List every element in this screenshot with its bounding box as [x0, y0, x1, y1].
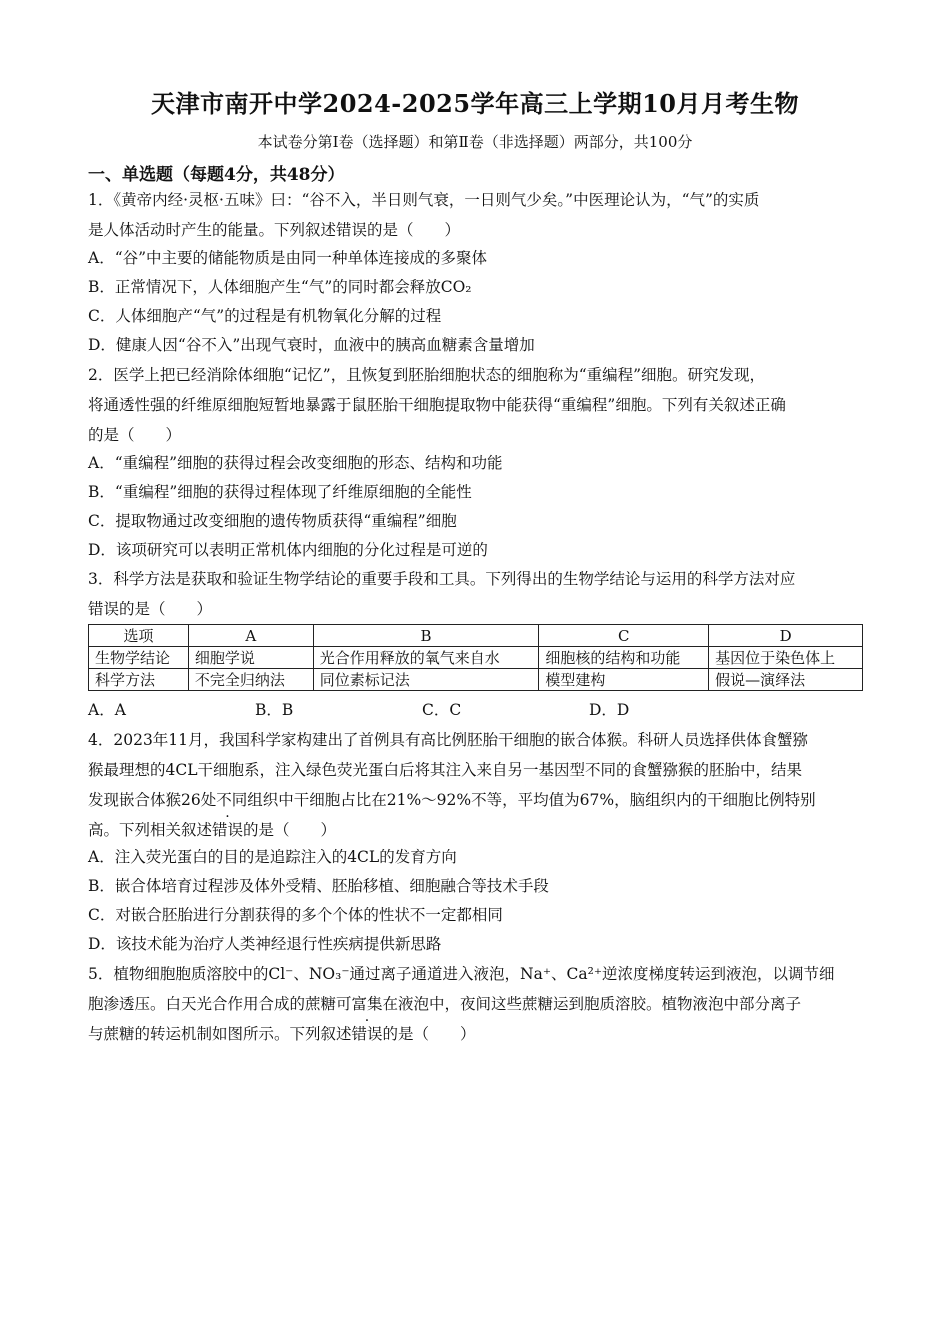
q3-stem-line2: 错误的是（ ） — [88, 600, 213, 618]
q1-option-b: B．正常情况下，人体细胞产生“气”的同时都会释放CO₂ — [88, 278, 472, 296]
q3-header-cell: B — [313, 625, 539, 647]
q3-header-cell: A — [188, 625, 313, 647]
q3-options — [88, 700, 629, 720]
q1-stem-line2: 是人体活动时产生的能量。下列叙述错误的是（ ） — [88, 221, 461, 239]
q4-stem-text: 高。下列相关叙述 — [88, 821, 213, 839]
q3-option-c: C．C — [422, 701, 462, 719]
q3-table — [88, 624, 863, 691]
table-row — [89, 647, 863, 669]
q4-stem-text: 的是（ ） — [243, 821, 337, 839]
q2-option-b: B．“重编程”细胞的获得过程体现了纤维原细胞的全能性 — [88, 483, 472, 501]
q3-header-cell: C — [539, 625, 709, 647]
q5-emphasis: 错误 — [351, 1025, 383, 1043]
q3-option-d: D．D — [589, 701, 630, 719]
q5-stem-line3 — [88, 1024, 476, 1044]
q1-option-d: D．健康人因“谷不入”出现气衰时，血液中的胰高血糖素含量增加 — [88, 336, 535, 354]
q2-option-a: A．“重编程”细胞的获得过程会改变细胞的形态、结构和功能 — [88, 454, 503, 472]
q4-option-b: B．嵌合体培育过程涉及体外受精、胚胎移植、细胞融合等技术手段 — [88, 877, 549, 895]
q3-cell: 基因位于染色体上 — [709, 647, 863, 669]
page-title: 天津市南开中学2024-2025学年高三上学期10月月考生物 — [151, 89, 799, 118]
section-heading: 一、单选题（每题4分，共48分） — [88, 165, 345, 185]
q2-stem-line1: 2．医学上把已经消除体细胞“记忆”，且恢复到胚胎细胞状态的细胞称为“重编程”细胞。研究发现， — [88, 366, 766, 384]
q5-stem-text: 的是（ ） — [382, 1025, 476, 1043]
q3-option-a: A．A — [88, 701, 126, 719]
q4-emphasis: 错误 — [212, 821, 244, 839]
q2-option-c: C．提取物通过改变细胞的遗传物质获得“重编程”细胞 — [88, 512, 457, 530]
q4-stem-line1: 4．2023年11月，我国科学家构建出了首例具有高比例胚胎干细胞的嵌合体猴。科研人员选择供体食蟹猕 — [88, 731, 809, 749]
q3-cell: 科学方法 — [89, 669, 189, 691]
q3-cell: 光合作用释放的氧气来自水 — [313, 647, 539, 669]
q4-stem-line4 — [88, 820, 336, 840]
q5-stem-line1: 5．植物细胞胞质溶胶中的Cl⁻、NO₃⁻通过离子通道进入液泡，Na⁺、Ca²⁺逆浓度梯度转运到液泡，以调节细 — [88, 965, 835, 983]
q2-stem-line3: 的是（ ） — [88, 426, 182, 444]
q2-option-d: D．该项研究可以表明正常机体内细胞的分化过程是可逆的 — [88, 541, 488, 559]
q1-option-c: C．人体细胞产“气”的过程是有机物氧化分解的过程 — [88, 307, 442, 325]
q3-cell: 不完全归纳法 — [188, 669, 313, 691]
q3-cell: 生物学结论 — [89, 647, 189, 669]
q3-cell: 模型建构 — [539, 669, 709, 691]
q3-table-header — [89, 625, 863, 647]
q4-stem-line2: 猴最理想的4CL干细胞系，注入绿色荧光蛋白后将其注入来自另一基因型不同的食蟹猕猴的胚胎中，结果 — [88, 761, 803, 779]
q3-header-cell: 选项 — [89, 625, 189, 647]
q2-stem-line2: 将通透性强的纤维原细胞短暂地暴露于鼠胚胎干细胞提取物中能获得“重编程”细胞。下列有关叙述正确 — [88, 396, 786, 414]
q3-cell: 同位素标记法 — [313, 669, 539, 691]
q4-stem-line3: 发现嵌合体猴26处不同组织中干细胞占比在21%～92%不等，平均值为67%，脑组织内的干细胞比例特别 — [88, 791, 816, 809]
q3-header-cell: D — [709, 625, 863, 647]
q1-option-a: A．“谷”中主要的储能物质是由同一种单体连接成的多聚体 — [88, 249, 488, 267]
q3-cell: 细胞核的结构和功能 — [539, 647, 709, 669]
table-row — [89, 669, 863, 691]
q4-option-c: C．对嵌合胚胎进行分割获得的多个个体的性状不一定都相同 — [88, 906, 503, 924]
page-subtitle: 本试卷分第Ⅰ卷（选择题）和第Ⅱ卷（非选择题）两部分，共100分 — [257, 133, 693, 151]
q4-option-d: D．该技术能为治疗人类神经退行性疾病提供新思路 — [88, 935, 442, 953]
q3-cell: 细胞学说 — [188, 647, 313, 669]
q4-option-a: A．注入荧光蛋白的目的是追踪注入的4CL的发育方向 — [88, 848, 457, 866]
q3-option-b: B．B — [255, 701, 294, 719]
q5-stem-line2: 胞渗透压。白天光合作用合成的蔗糖可富集在液泡中，夜间这些蔗糖运到胞质溶胶。植物液泡中部分离子 — [88, 995, 802, 1013]
q3-stem-line1: 3．科学方法是获取和验证生物学结论的重要手段和工具。下列得出的生物学结论与运用的科学方法对应 — [88, 570, 796, 588]
q5-stem-text: 与蔗糖的转运机制如图所示。下列叙述 — [88, 1025, 352, 1043]
q1-stem-line1: 1．《黄帝内经·灵枢·五味》曰：“谷不入，半日则气衰，一日则气少矣。”中医理论认为，“气”的实质 — [88, 191, 760, 209]
q3-cell: 假说—演绎法 — [709, 669, 863, 691]
